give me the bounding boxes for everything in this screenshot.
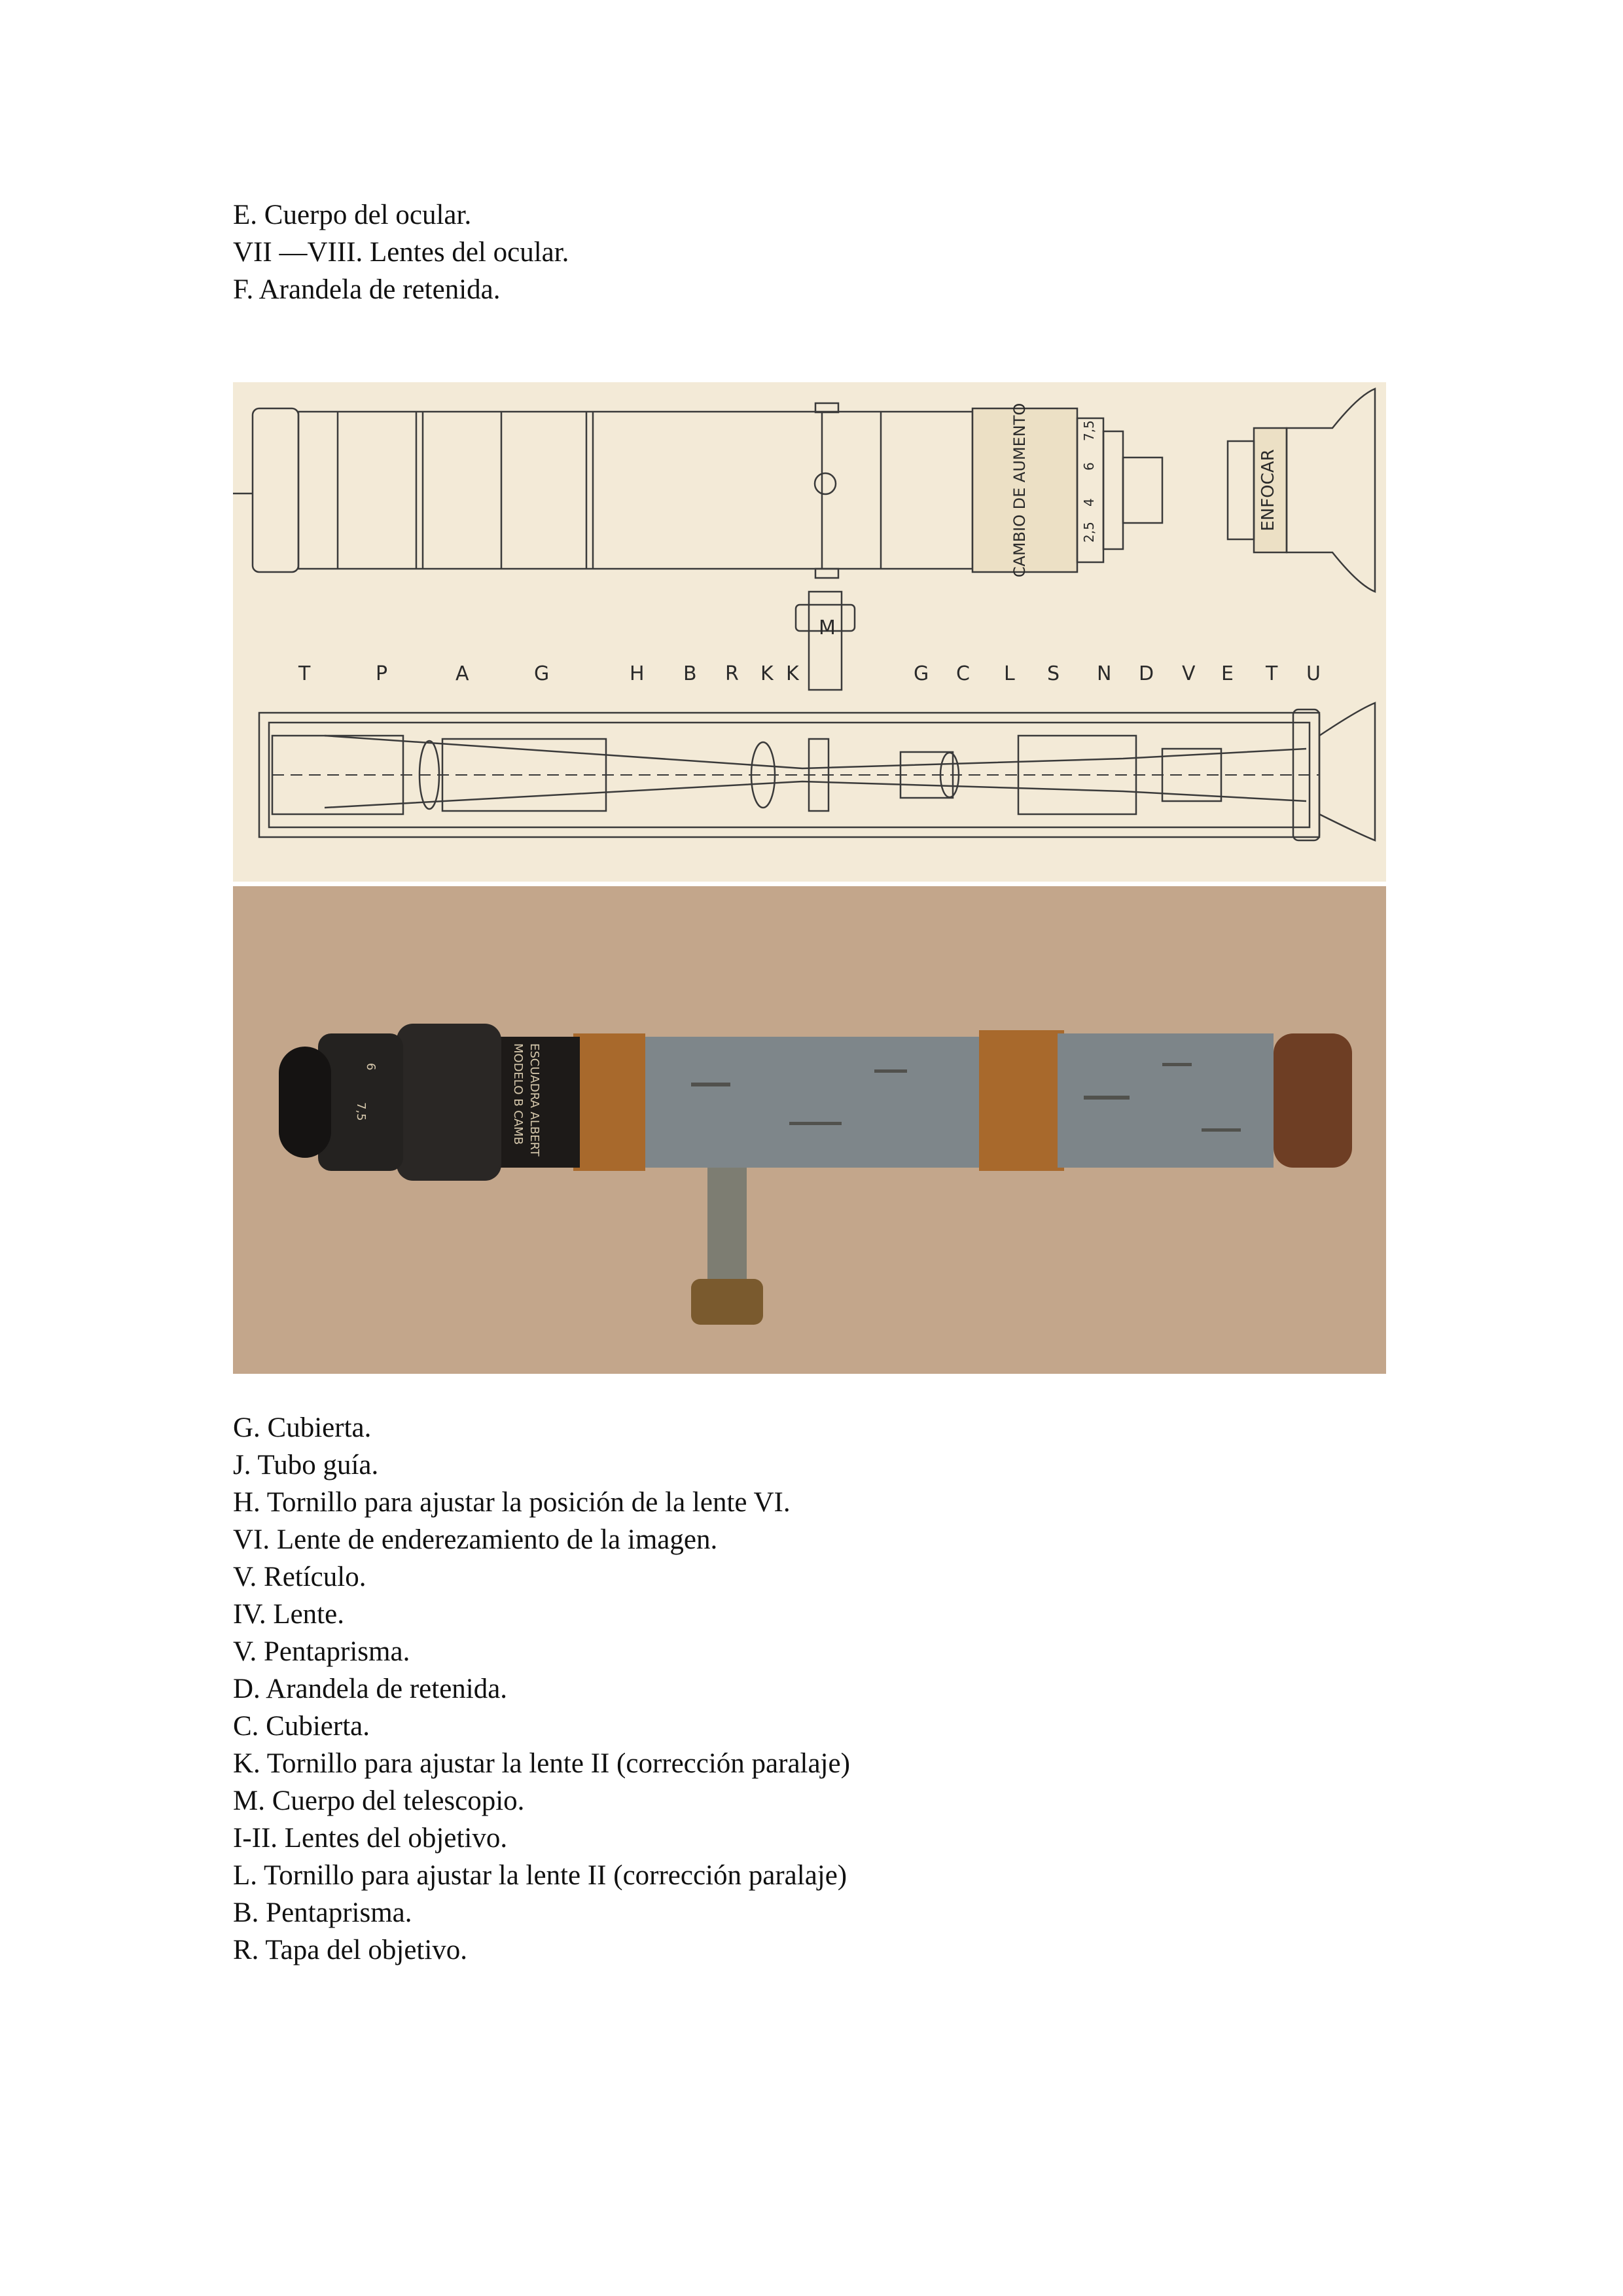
- mount-letter: M: [819, 617, 836, 639]
- list-item: V. Retículo.: [233, 1562, 366, 1592]
- section-letter: N: [1097, 662, 1112, 685]
- section-letter: E: [1221, 662, 1234, 685]
- list-item: R. Tapa del objetivo.: [233, 1935, 468, 1965]
- list-item: V. Pentaprisma.: [233, 1636, 410, 1667]
- list-item: I-II. Lentes del objetivo.: [233, 1823, 508, 1854]
- dial-number: 7,5: [1081, 420, 1097, 441]
- gray-tube: [632, 1037, 986, 1168]
- photo-canvas: [233, 886, 1386, 1374]
- telescope-photograph: [233, 886, 1386, 1374]
- magnification-label: CAMBIO DE AUMENTO: [1010, 403, 1029, 578]
- section-letter: A: [455, 662, 469, 685]
- brass-ring: [573, 1033, 645, 1171]
- section-letter: T: [1266, 662, 1278, 685]
- gray-tube: [1058, 1033, 1274, 1168]
- drawing-canvas: [233, 382, 1386, 882]
- list-item: H. Tornillo para ajustar la posición de la lente VI.: [233, 1487, 791, 1518]
- section-letter: K: [786, 662, 799, 685]
- section-letter: H: [630, 662, 645, 685]
- plate-line: ESCUADRA ALBERT: [527, 1043, 541, 1157]
- focus-knob: [397, 1024, 501, 1181]
- ring-number: 7,5: [354, 1102, 368, 1121]
- post-cap: [691, 1279, 763, 1325]
- objective-cap: [1274, 1033, 1352, 1168]
- dial-number: 4: [1081, 498, 1097, 507]
- list-item: VII —VIII. Lentes del ocular.: [233, 237, 569, 268]
- section-letter: R: [725, 662, 739, 685]
- section-letter: K: [760, 662, 774, 685]
- list-item: F. Arandela de retenida.: [233, 274, 501, 305]
- plate-line: MODELO B CAMB: [511, 1043, 525, 1145]
- cross-section-view: [259, 592, 1375, 840]
- eyecup: [279, 1047, 331, 1158]
- list-item: D. Arandela de retenida.: [233, 1674, 508, 1704]
- brass-ring: [979, 1030, 1064, 1171]
- section-letter: C: [956, 662, 970, 685]
- list-item: C. Cubierta.: [233, 1711, 370, 1742]
- list-item: M. Cuerpo del telescopio.: [233, 1785, 525, 1816]
- external-view: [233, 389, 1375, 592]
- list-item: G. Cubierta.: [233, 1412, 372, 1443]
- section-letter: T: [298, 662, 311, 685]
- dial-number: 6: [1081, 462, 1097, 471]
- section-letter: B: [683, 662, 697, 685]
- section-letter: P: [376, 662, 388, 685]
- list-item: IV. Lente.: [233, 1599, 344, 1630]
- section-letter: U: [1306, 662, 1321, 685]
- dial-number: 2,5: [1081, 522, 1097, 543]
- section-letter: V: [1182, 662, 1196, 685]
- section-letter: S: [1047, 662, 1060, 685]
- list-item: L. Tornillo para ajustar la lente II (corrección paralaje): [233, 1860, 847, 1891]
- list-item: B. Pentaprisma.: [233, 1897, 412, 1928]
- focus-label: ENFOCAR: [1258, 449, 1278, 531]
- list-item: E. Cuerpo del ocular.: [233, 200, 472, 230]
- list-item: K. Tornillo para ajustar la lente II (corrección paralaje): [233, 1748, 850, 1779]
- list-item: VI. Lente de enderezamiento de la imagen.: [233, 1524, 718, 1555]
- list-item: J. Tubo guía.: [233, 1450, 379, 1480]
- telescope-technical-drawing: [233, 382, 1386, 882]
- section-letter: G: [534, 662, 550, 685]
- section-letter: D: [1139, 662, 1154, 685]
- ring-number: 6: [364, 1063, 378, 1071]
- section-letter: G: [914, 662, 929, 685]
- section-letter: L: [1004, 662, 1015, 685]
